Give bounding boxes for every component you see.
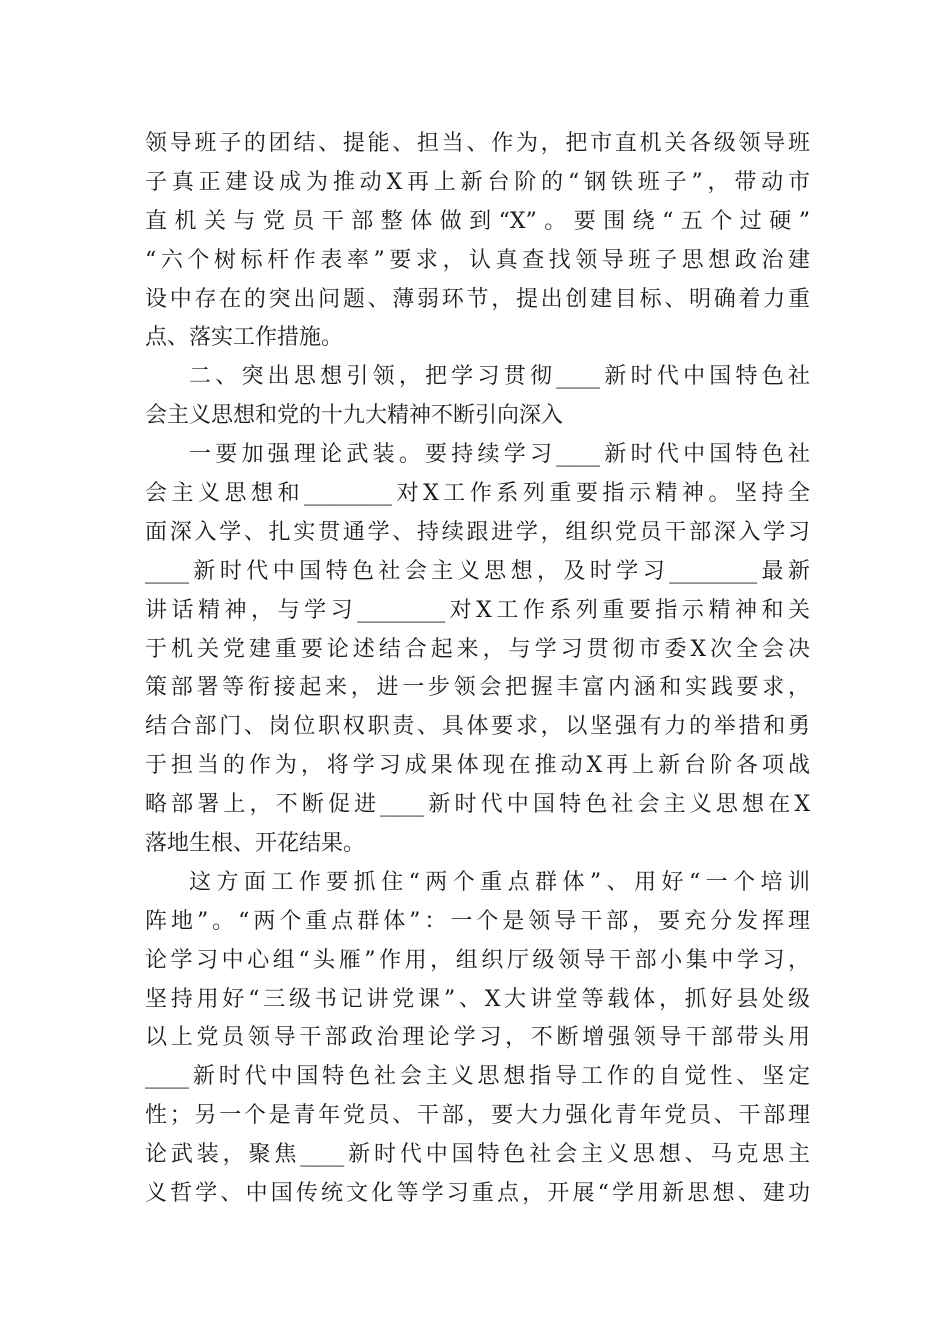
text-line: 论武装，聚焦____新时代中国特色社会主义思想、马克思主 [145, 1142, 810, 1168]
text-line: 这方面工作要抓住“两个重点群体”、用好“一个培训 [189, 869, 810, 895]
text-line: 面深入学、扎实贯通学、持续跟进学，组织党员干部深入学习 [145, 519, 810, 545]
text-line: 策部署等衔接起来，进一步领会把握丰富内涵和实践要求， [145, 675, 810, 701]
text-line: 以上党员领导干部政治理论学习，不断增强领导干部带头用 [145, 1025, 810, 1051]
text-line: 性；另一个是青年党员、干部，要大力强化青年党员、干部理 [145, 1103, 810, 1129]
text-line: 于担当的作为，将学习成果体现在推动X再上新台阶各项战 [145, 753, 810, 779]
text-line: ____新时代中国特色社会主义思想，及时学习________最新 [145, 558, 810, 584]
text-line: 阵地”。“两个重点群体”：一个是领导干部，要充分发挥理 [145, 908, 810, 934]
text-line: 论学习中心组“头雁”作用，组织厅级领导干部小集中学习， [145, 947, 810, 973]
text-line: 子真正建设成为推动X再上新台阶的“钢铁班子”，带动市 [145, 169, 810, 195]
text-line: 点、落实工作措施。 [145, 325, 344, 351]
text-line: 二、突出思想引领，把学习贯彻____新时代中国特色社 [189, 364, 810, 390]
text-line: 会主义思想和________对X工作系列重要指示精神。坚持全 [145, 481, 810, 507]
text-line: 略部署上，不断促进____新时代中国特色社会主义思想在X [145, 792, 810, 818]
text-line: 坚持用好“三级书记讲党课”、X大讲堂等载体，抓好县处级 [145, 986, 810, 1012]
text-line: 领导班子的团结、提能、担当、作为，把市直机关各级领导班 [145, 131, 810, 156]
text-line: 设中存在的突出问题、薄弱环节，提出创建目标、明确着力重 [145, 286, 810, 312]
text-line: “六个树标杆作表率”要求，认真查找领导班子思想政治建 [145, 247, 810, 273]
text-line: 讲话精神，与学习________对X工作系列重要指示精神和关 [145, 597, 810, 623]
text-line: 一要加强理论武装。要持续学习____新时代中国特色社 [189, 442, 810, 468]
document-body [145, 125, 810, 1214]
text-line: 直机关与党员干部整体做到“X”。要围绕“五个过硬” [145, 208, 810, 234]
text-line: 会主义思想和党的十九大精神不断引向深入 [145, 403, 564, 429]
text-line: 义哲学、中国传统文化等学习重点，开展“学用新思想、建功 [145, 1181, 810, 1207]
text-line: ____新时代中国特色社会主义思想指导工作的自觉性、坚定 [145, 1064, 810, 1090]
text-line: 结合部门、岗位职权职责、具体要求，以坚强有力的举措和勇 [145, 714, 810, 740]
text-line: 于机关党建重要论述结合起来，与学习贯彻市委X次全会决 [145, 636, 810, 662]
text-line: 落地生根、开花结果。 [145, 831, 366, 857]
